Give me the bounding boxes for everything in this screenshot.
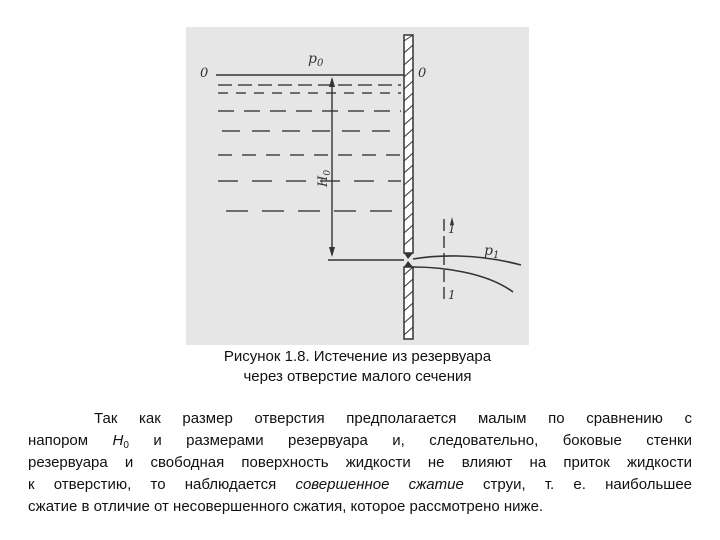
- jet-lower-edge: [413, 267, 513, 292]
- caption-line-1: Рисунок 1.8. Истечение из резервуара: [223, 348, 492, 365]
- paragraph-line-4-end: струи, т. е. наибольшее: [463, 476, 692, 493]
- label-level-left: 0: [200, 66, 209, 81]
- paragraph-line-5: сжатие в отличие от несовершенного сжатия, которое рассмотрено ниже.: [28, 498, 544, 515]
- paragraph-line-3: резервуара и свободная поверхность жидкости не влияют на приток жидкости: [28, 454, 692, 471]
- head-arrow-bottom: [329, 247, 335, 257]
- paragraph-line-2-start: напором: [28, 432, 113, 449]
- paragraph-line-4: [28, 474, 692, 496]
- body-paragraph: [28, 408, 692, 518]
- reservoir-wall-upper: [404, 35, 413, 259]
- paragraph-line-2-end: и размерами резервуара и, следовательно, боковые стенки: [128, 432, 692, 449]
- label-section-bottom: 1: [448, 288, 456, 302]
- paragraph-line-1: Так как размер отверстия предполагается малым по сравнению с: [94, 410, 692, 427]
- reservoir-wall-lower: [404, 261, 413, 339]
- reservoir-outflow-figure: [186, 27, 529, 345]
- caption-line-2: через отверстие малого сечения: [243, 368, 472, 385]
- paragraph-line-4-start: к отверстию, то наблюдается: [28, 476, 296, 493]
- liquid-level-dashes: [218, 85, 401, 211]
- reservoir-diagram: [186, 27, 529, 345]
- symbol-H0: H: [112, 432, 124, 449]
- term-perfect-contraction: совершенное сжатие: [295, 476, 464, 493]
- figure-caption: [186, 347, 529, 387]
- label-p1: $p_1$: [484, 243, 500, 261]
- symbol-H0-sub: 0: [123, 440, 129, 451]
- head-arrow-top: [329, 77, 335, 87]
- label-section-top: 1: [448, 222, 456, 236]
- jet-upper-edge: [413, 256, 521, 265]
- label-level-right: 0: [418, 66, 427, 81]
- paragraph-line-2: [28, 430, 692, 452]
- label-head: $H_0$: [316, 169, 333, 187]
- label-p0: $p_0$: [308, 51, 324, 69]
